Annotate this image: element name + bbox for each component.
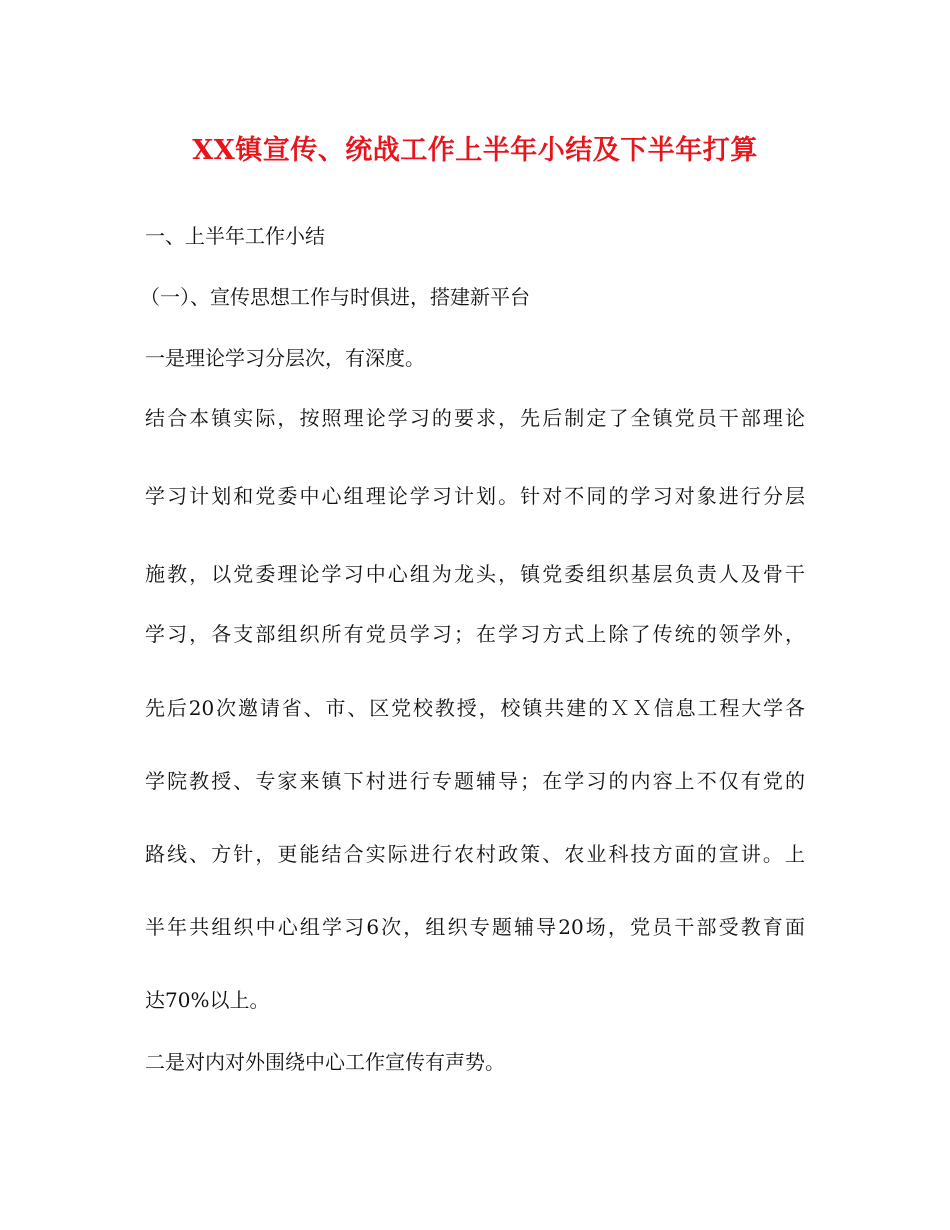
paragraph-line: 先后20次邀请省、市、区党校教授，校镇共建的ＸＸ信息工程大学各: [145, 696, 805, 720]
subsection-heading: （一）、宣传思想工作与时俱进，搭建新平台: [140, 285, 530, 309]
paragraph-line: 达70%以上。: [145, 988, 270, 1012]
paragraph-line: 学院教授、专家来镇下村进行专题辅导；在学习的内容上不仅有党的: [145, 769, 805, 793]
paragraph-line: 学习，各支部组织所有党员学习；在学习方式上除了传统的领学外，: [145, 622, 805, 646]
paragraph-line: 结合本镇实际，按照理论学习的要求，先后制定了全镇党员干部理论: [145, 406, 805, 430]
point-heading: 二是对内对外围绕中心工作宣传有声势。: [145, 1050, 505, 1074]
paragraph-line: 学习计划和党委中心组理论学习计划。针对不同的学习对象进行分层: [145, 484, 805, 508]
point-heading: 一是理论学习分层次，有深度。: [145, 346, 425, 370]
document-title: XX镇宣传、统战工作上半年小结及下半年打算: [192, 135, 758, 166]
paragraph-line: 施教，以党委理论学习中心组为龙头，镇党委组织基层负责人及骨干: [145, 562, 805, 586]
section-heading: 一、上半年工作小结: [145, 224, 325, 248]
paragraph-line: 半年共组织中心组学习6次，组织专题辅导20场，党员干部受教育面: [145, 915, 805, 939]
paragraph-line: 路线、方针，更能结合实际进行农村政策、农业科技方面的宣讲。上: [145, 842, 805, 866]
